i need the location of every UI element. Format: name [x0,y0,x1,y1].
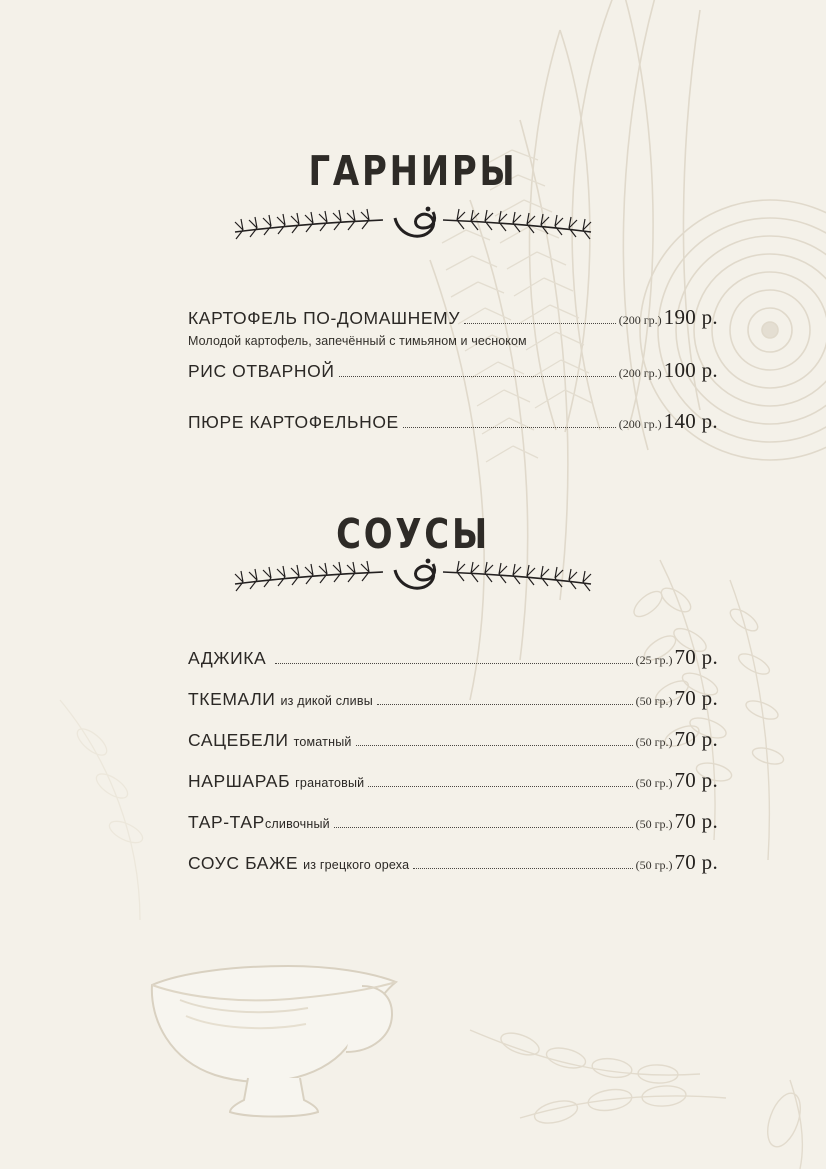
item-name: СОУС БАЖЕ [188,853,299,873]
menu-item [188,768,718,793]
item-subtitle: гранатовый [295,776,365,790]
item-name: ТАР-ТАР [188,812,265,832]
menu-item [188,409,718,434]
leader-dots [334,826,633,828]
item-price: 100 р. [663,358,718,382]
item-name: НАРШАРАБ [188,771,291,791]
item-name: ПЮРЕ КАРТОФЕЛЬНОЕ [188,412,399,432]
item-price: 140 р. [663,409,718,433]
leader-dots [356,744,633,746]
item-subtitle: сливочный [264,817,330,831]
item-weight: (50 гр.) [635,817,673,831]
item-weight: (200 гр.) [618,417,662,431]
item-price: 70 р. [674,727,718,751]
leader-dots [368,785,632,787]
item-name: АДЖИКА [188,648,267,668]
menu-item [188,727,718,752]
leader-dots [413,867,632,869]
item-name: САЦЕБЕЛИ [188,730,289,750]
menu-item [188,305,718,330]
gravy-boat-icon [152,966,396,1117]
item-weight: (25 гр.) [635,653,673,667]
item-name: РИС ОТВАРНОЙ [188,361,335,381]
item-weight: (200 гр.) [618,313,662,327]
item-price: 70 р. [674,645,718,669]
leafy-branch-divider-icon [223,548,603,600]
item-subtitle: томатный [293,735,352,749]
menu-list-sauces [188,645,718,891]
item-price: 190 р. [663,305,718,329]
menu-item [188,850,718,875]
item-price: 70 р. [674,686,718,710]
leader-dots [275,662,632,664]
item-price: 70 р. [674,850,718,874]
item-weight: (50 гр.) [635,694,673,708]
item-price: 70 р. [674,768,718,792]
item-name: ТКЕМАЛИ [188,689,276,709]
leader-dots [377,703,633,705]
item-weight: (50 гр.) [635,735,673,749]
menu-item [188,686,718,711]
item-weight: (50 гр.) [635,858,673,872]
item-description: Молодой картофель, запечённый с тимьяном и чесноком [188,334,527,348]
leader-dots [339,375,616,377]
leafy-branch-divider-icon [223,196,603,248]
item-weight: (50 гр.) [635,776,673,790]
menu-item [188,645,718,670]
menu-item [188,358,718,383]
item-weight: (200 гр.) [618,366,662,380]
divider-ornament-1 [0,196,826,253]
leader-dots [403,426,616,428]
item-name: КАРТОФЕЛЬ ПО-ДОМАШНЕМУ [188,308,461,328]
item-subtitle: из грецкого ореха [303,858,410,872]
divider-ornament-2 [0,548,826,605]
leader-dots [464,322,616,324]
menu-item [188,809,718,834]
item-price: 70 р. [674,809,718,833]
section-title-garnish: ГАРНИРЫ [308,147,518,196]
menu-list-garnish [188,305,718,438]
item-subtitle: из дикой сливы [280,694,373,708]
section-title-sauces: СОУСЫ [336,510,490,559]
